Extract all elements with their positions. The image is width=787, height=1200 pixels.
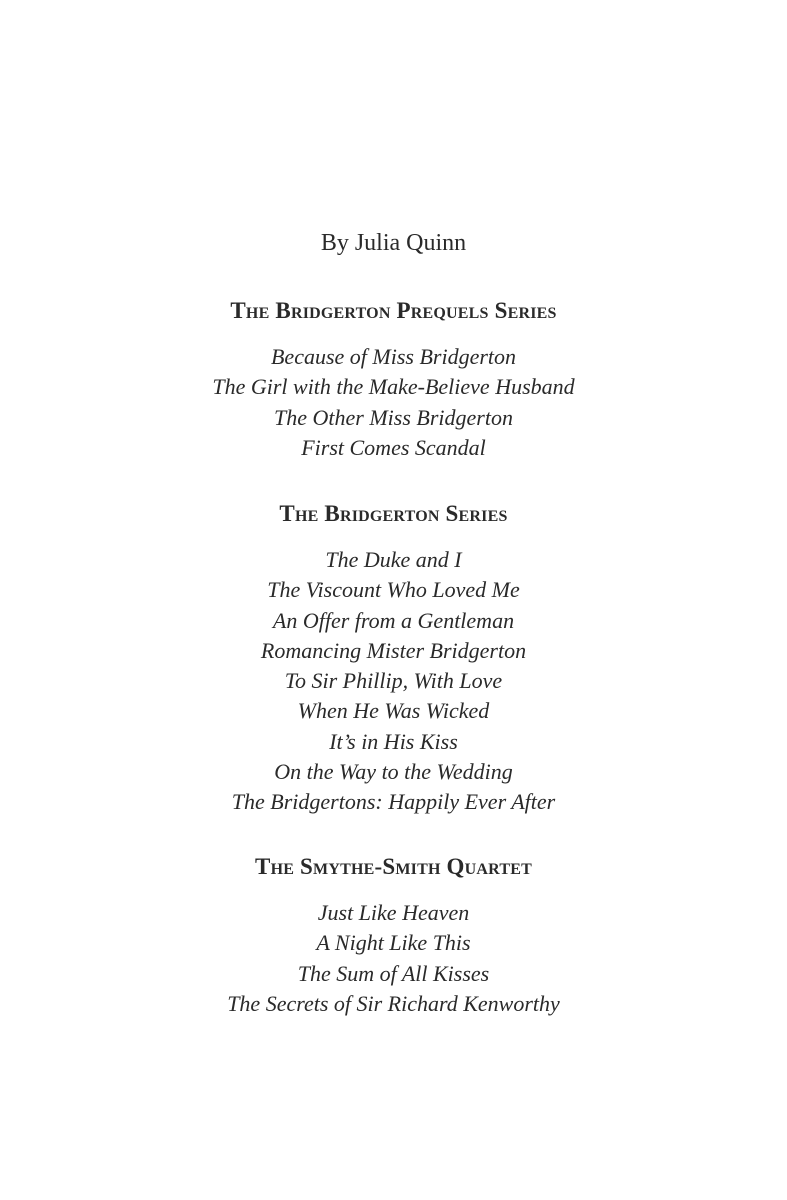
series-bridgerton — [0, 499, 787, 818]
book-title: When He Was Wicked — [297, 698, 490, 724]
book-title: Because of Miss Bridgerton — [270, 344, 517, 369]
title-list — [0, 898, 787, 1019]
title-list — [0, 545, 787, 818]
book-title: The Girl with the Make-Believe Husband — [212, 374, 575, 400]
series-bridgerton-prequels — [0, 296, 787, 463]
title-list — [0, 342, 787, 463]
book-title: The Viscount Who Loved Me — [267, 577, 520, 603]
book-title: The Sum of All Kisses — [297, 960, 490, 986]
book-title: The Secrets of Sir Richard Kenworthy — [227, 990, 560, 1016]
series-heading: The Bridgerton Prequels Series — [230, 298, 557, 323]
book-title: Just Like Heaven — [317, 900, 470, 925]
book-title: On the Way to the Wedding — [274, 759, 513, 785]
book-title: The Duke and I — [325, 547, 462, 572]
book-title: An Offer from a Gentleman — [272, 607, 515, 633]
book-title: A Night Like This — [316, 930, 471, 956]
book-title: Romancing Mister Bridgerton — [260, 637, 527, 663]
series-smythe-smith — [0, 852, 787, 1019]
book-title: The Other Miss Bridgerton — [274, 404, 513, 430]
book-title: First Comes Scandal — [301, 434, 486, 460]
series-heading: The Bridgerton Series — [279, 501, 508, 526]
series-heading: The Smythe-Smith Quartet — [255, 854, 532, 879]
author-line: By Julia Quinn — [320, 230, 467, 256]
book-title: To Sir Phillip, With Love — [284, 668, 503, 694]
book-title: The Bridgertons: Happily Ever After — [231, 789, 556, 815]
book-title: It’s in His Kiss — [329, 728, 458, 754]
